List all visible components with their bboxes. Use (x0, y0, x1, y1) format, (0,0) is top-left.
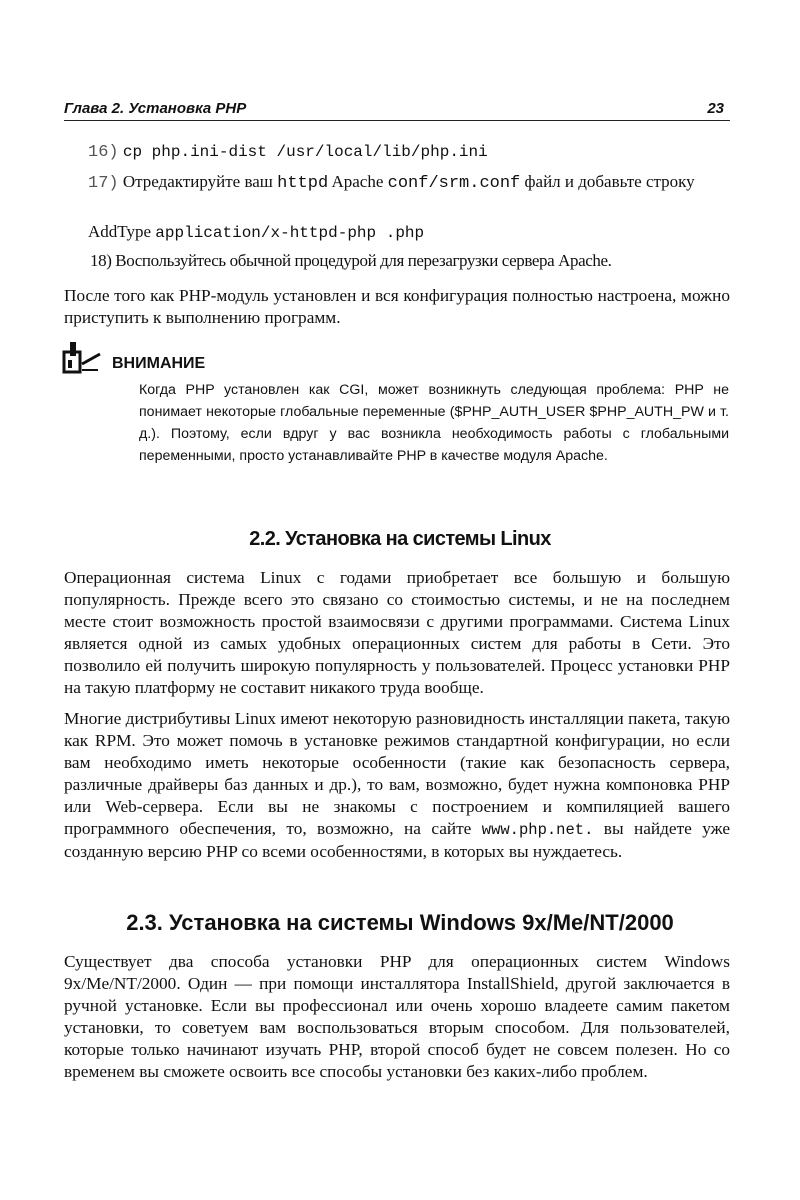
step-17-code-httpd: httpd (277, 174, 329, 193)
section-heading-linux: 2.2. Установка на системы Linux (249, 528, 551, 550)
running-header (64, 98, 730, 121)
code-arguments: application/x-httpd-php .php (155, 224, 425, 242)
section-heading-windows: 2.3. Установка на системы Windows 9x/Me/NT/2000 (126, 910, 674, 935)
page-number: 23 (707, 100, 724, 117)
intro-paragraph: После того как PHP-модуль установлен и вся конфигурация полностью настроена, можно приступить к выполнению программ. (64, 286, 730, 327)
step-17-number: 17) (88, 174, 119, 193)
notice-title: ВНИМАНИЕ (112, 355, 206, 372)
chapter-title: Глава 2. Установка PHP (64, 100, 247, 117)
notice-body: Когда PHP установлен как CGI, может возникнуть следующая проблема: PHP не понимает некоторые глобальные переменные ($PHP_AUTH_USER $PHP_AUTH_PW и т. д.). Поэтому, если вдруг у вас возникла необходимость работы с глобальными переменными, просто устанавливайте PHP в качестве модуля Apache. (139, 382, 729, 464)
linux-paragraph-2-text-b: вы найдете уже созданную версию PHP со всеми особенностями, в которых вы нуждаетесь. (64, 819, 731, 861)
linux-paragraph-1: Операционная система Linux с годами приобретает все большую и большую популярность. Прежде всего это связано со стоимостью системы, и не на последнем месте стоит возможность простой взаимосвязи с другими программами. Система Linux является одной из самых удобных операционных систем для работы в Сети. Это позволило ей получить широкую популярность у пользователей. Процесс установки PHP на такую платформу не составит никакого труда вообще. (64, 568, 730, 697)
step-17-code-conf: conf/srm.conf (387, 174, 521, 193)
caution-hand-icon (62, 340, 102, 376)
step-17 (88, 171, 728, 194)
step-17-text-a: Отредактируйте ваш (122, 172, 273, 191)
step-16 (88, 140, 728, 163)
step-16-number: 16) (88, 143, 119, 162)
step-17-text-c: файл и добавьте строку (524, 172, 695, 191)
windows-paragraph-1: Существует два способа установки PHP для операционных систем Windows 9x/Me/NT/2000. Один — при помощи инсталлятора InstallShield, другой заключается в ручной установке. Если вы профессионал или очень хорошо владеете самим пакетом установки, то советуем вам воспользоваться вторым способом. Для пользователей, которые только начинают изучать PHP, второй способ будет не совсем полезен. Но со временем вы сможете освоить все способы установки без каких-либо проблем. (64, 952, 730, 1081)
code-keyword: AddType (88, 222, 152, 241)
step-18: 18) Воспользуйтесь обычной процедурой для перезагрузки сервера Apache. (90, 251, 612, 270)
addtype-code-line (88, 222, 424, 242)
php-site-url: www.php.net. (481, 821, 594, 839)
linux-paragraph-2 (64, 708, 730, 863)
step-16-command: cp php.ini-dist /usr/local/lib/php.ini (122, 143, 488, 161)
step-17-text-b: Apache (331, 172, 384, 191)
linux-paragraph-2-text-a: Многие дистрибутивы Linux имеют некоторую разновидность инсталляции пакета, такую как RPM. Это может помочь в установке режимов стандартной конфигурации, но если вам необходимо иметь некоторые особенности (такие как безопасность сервера, различные драйверы баз данных и др.), то вам, возможно, будет нужна компоновка PHP или Web-сервера. Если вы не знакомы с построением и компиляцией вашего программного обеспечения, то, возможно, на сайте (64, 709, 730, 838)
